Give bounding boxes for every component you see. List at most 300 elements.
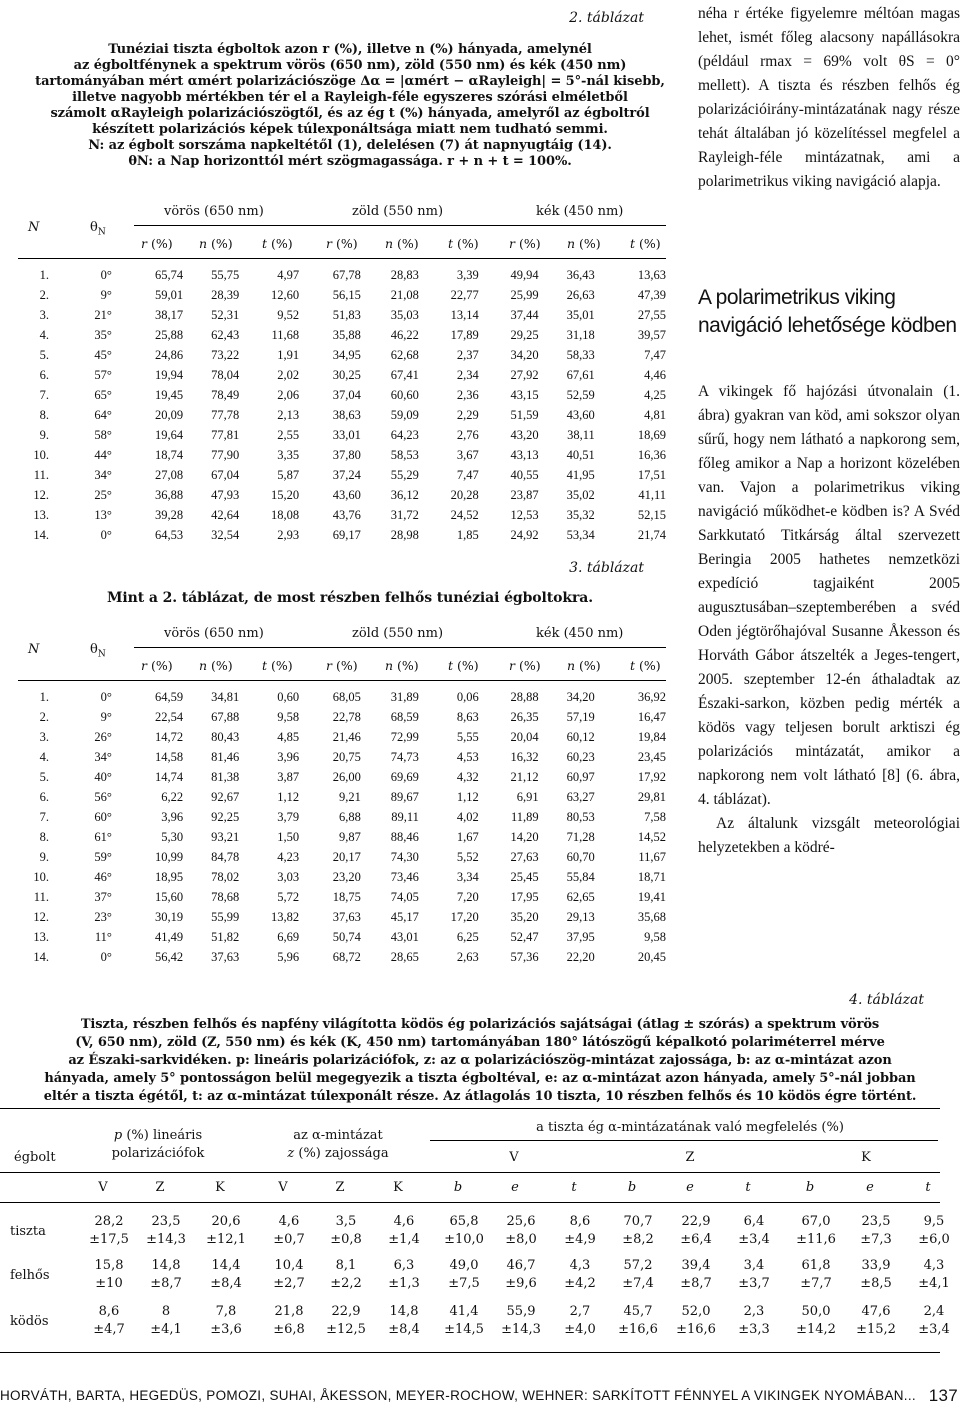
table4-mean: 39,4 bbox=[681, 1258, 711, 1273]
table-cell: 0° bbox=[100, 527, 112, 542]
table3-header-theta: $\theta_N$ bbox=[90, 642, 106, 660]
table-cell: 93,21 bbox=[211, 829, 240, 844]
table4-mean: 14,8 bbox=[389, 1304, 419, 1319]
table-cell: 45° bbox=[94, 347, 112, 362]
table-cell: 23,87 bbox=[510, 487, 539, 502]
table-cell: 69,17 bbox=[332, 527, 361, 542]
table4-header-p2: polarizációfok bbox=[111, 1146, 205, 1161]
table-cell: 14. bbox=[33, 949, 49, 964]
table-cell: 5,96 bbox=[277, 949, 300, 964]
table-cell: 1,67 bbox=[456, 829, 479, 844]
table-cell: 59,09 bbox=[390, 407, 419, 422]
table4-sd: ±4,9 bbox=[564, 1232, 596, 1247]
table4-mean: 50,0 bbox=[801, 1304, 831, 1319]
table-cell: 22,54 bbox=[155, 709, 184, 724]
table3-header-blue: kék (450 nm) bbox=[536, 626, 624, 641]
table2-header-red: vörös (650 nm) bbox=[164, 204, 264, 219]
table-cell: 7,47 bbox=[456, 467, 479, 482]
table-cell: 26° bbox=[94, 729, 112, 744]
table3-header-N: N bbox=[28, 642, 40, 657]
table-cell: 22,77 bbox=[450, 287, 479, 302]
table-cell: 35,32 bbox=[566, 507, 595, 522]
table-cell: 13,63 bbox=[637, 267, 666, 282]
table-cell: 34,20 bbox=[510, 347, 539, 362]
table-cell: 65° bbox=[94, 387, 112, 402]
table-cell: 37,63 bbox=[211, 949, 240, 964]
description-line: hányada, amely 5° pontosságon belül megegyezik a tiszta égboltéval, e: az α-mintázat azon hányada, amely 5°-nál jobban bbox=[44, 1071, 916, 1086]
table-cell: 78,04 bbox=[211, 367, 240, 382]
table-cell: 14,58 bbox=[155, 749, 184, 764]
table-cell: 35,68 bbox=[637, 909, 666, 924]
table-cell: 33,01 bbox=[332, 427, 361, 442]
table-cell: 20,28 bbox=[450, 487, 479, 502]
table-cell: 4. bbox=[39, 327, 49, 342]
paragraph-2: A vikingek fő hajózási útvonalain (1. ábra) gyakran van köd, ami sokszor olyan sűrű, hogy nem látható a napkorong sem, főleg amikor a Nap a horizont közelében van. Vajon a polarimetrikus viking navigáció működhet-e ködben is? A Svéd Sarkkutató Titkárság által szervezett Beringia 2005 hathetes nemzetközi expedíció tagjaiként 2005 augusztusában–szeptemberében a svéd Oden jégtörőhajóval Susanne Åkesson és Horváth Gábor átszelték a Jeges-tengert, 2005. szeptember 12-én áthaladtak az Északi-sarkon, közben pedig mérték a ködös vagy teljesen borult arktiszi ég polarizációs mintázatát, amikor a napkorong nem volt látható [8] (6. ábra, 4. táblázat). bbox=[698, 383, 960, 808]
table-row bbox=[18, 425, 666, 445]
table-cell: 60° bbox=[94, 809, 112, 824]
table4-sd: ±3,4 bbox=[918, 1322, 950, 1337]
table-cell: 35,02 bbox=[566, 487, 595, 502]
section-title: A polarimetrikus viking navigáció lehetősége ködben bbox=[698, 286, 957, 337]
table4-mean: 14,4 bbox=[211, 1258, 241, 1273]
table-cell: 7,58 bbox=[644, 809, 666, 824]
table-cell: 4,25 bbox=[644, 387, 666, 402]
table-cell: 35° bbox=[94, 327, 112, 342]
table-cell: 19,94 bbox=[155, 367, 184, 382]
table4-mean: 6,4 bbox=[743, 1214, 765, 1229]
table-cell: 58,33 bbox=[566, 347, 595, 362]
table4-sd: ±14,5 bbox=[444, 1322, 484, 1337]
table3-description: Mint a 2. táblázat, de most részben felhős tunéziai égboltokra. bbox=[107, 590, 593, 606]
table-cell: 34,95 bbox=[332, 347, 361, 362]
description-line: eltér a tiszta égétől, t: az α-mintázat túlexponált része. Az átlagolás 10 tiszta, 10 részben felhős és 10 ködös égre történt. bbox=[43, 1089, 917, 1104]
table4-sd: ±7,7 bbox=[800, 1276, 832, 1291]
table-cell: 28,88 bbox=[510, 689, 539, 704]
table-cell: 21,46 bbox=[332, 729, 361, 744]
table-cell: 9° bbox=[100, 287, 112, 302]
table-cell: 9,58 bbox=[277, 709, 300, 724]
table-cell: 27,63 bbox=[510, 849, 539, 864]
table-cell: 13,82 bbox=[271, 909, 300, 924]
table-cell: 64° bbox=[94, 407, 112, 422]
table4-sd: ±1,3 bbox=[388, 1276, 420, 1291]
table-cell: 34° bbox=[94, 467, 112, 482]
table4-mean: 55,9 bbox=[506, 1304, 536, 1319]
table-cell: 72,99 bbox=[390, 729, 419, 744]
table4-subheader-7: e bbox=[511, 1180, 519, 1195]
table-cell: 5,55 bbox=[456, 729, 479, 744]
table-cell: 15,60 bbox=[155, 889, 184, 904]
table-cell: 11. bbox=[33, 467, 49, 482]
subheader-2: t (%) bbox=[262, 236, 293, 251]
table-cell: 3,87 bbox=[277, 769, 300, 784]
table-cell: 73,46 bbox=[390, 869, 419, 884]
table4-sd: ±8,0 bbox=[505, 1232, 537, 1247]
table-cell: 34,20 bbox=[566, 689, 595, 704]
table-cell: 18,69 bbox=[637, 427, 666, 442]
table-cell: 36,92 bbox=[637, 689, 666, 704]
table-cell: 41,49 bbox=[155, 929, 184, 944]
table-cell: 4,81 bbox=[644, 407, 666, 422]
table-row bbox=[18, 485, 666, 505]
table-cell: 44° bbox=[94, 447, 112, 462]
table-cell: 23° bbox=[94, 909, 112, 924]
table-cell: 74,30 bbox=[390, 849, 419, 864]
table4-sd: ±6,8 bbox=[273, 1322, 305, 1337]
table-cell: 81,38 bbox=[211, 769, 240, 784]
table-cell: 29,13 bbox=[566, 909, 595, 924]
table-cell: 2,34 bbox=[456, 367, 479, 382]
table-cell: 5,87 bbox=[277, 467, 300, 482]
table4-mean: 2,3 bbox=[743, 1304, 765, 1319]
table4-subheader-4: Z bbox=[335, 1180, 345, 1195]
description-line: Tiszta, részben felhős és napfény világította ködös ég polarizációs sajátságai (átlag ± szórás) a spektrum vörös bbox=[80, 1017, 880, 1032]
table-cell: 55,75 bbox=[211, 267, 240, 282]
table2-header-green: zöld (550 nm) bbox=[352, 204, 444, 219]
table-cell: 60,23 bbox=[566, 749, 595, 764]
table-cell: 57,36 bbox=[510, 949, 539, 964]
table-cell: 2,37 bbox=[456, 347, 479, 362]
table4-subheader-13: e bbox=[866, 1180, 874, 1195]
table-cell: 2,02 bbox=[277, 367, 300, 382]
table-cell: 67,41 bbox=[390, 367, 419, 382]
table-cell: 18,74 bbox=[155, 447, 184, 462]
table-cell: 73,22 bbox=[211, 347, 240, 362]
description-line: Tunéziai tiszta égboltok azon r (%), illetve n (%) hányada, amelynél bbox=[108, 42, 592, 57]
table-cell: 59° bbox=[94, 849, 112, 864]
table-cell: 23,45 bbox=[637, 749, 666, 764]
table4-header-match: a tiszta ég α-mintázatának való megfelelés (%) bbox=[536, 1120, 844, 1135]
table-cell: 4,85 bbox=[277, 729, 300, 744]
table-cell: 0° bbox=[100, 267, 112, 282]
table-cell: 57,19 bbox=[566, 709, 595, 724]
table-cell: 27,08 bbox=[155, 467, 184, 482]
table-cell: 67,78 bbox=[332, 267, 361, 282]
table-cell: 14. bbox=[33, 527, 49, 542]
table-cell: 84,78 bbox=[211, 849, 240, 864]
table-cell: 36,12 bbox=[390, 487, 419, 502]
table4-sd: ±8,7 bbox=[150, 1276, 182, 1291]
table4-subheader-rule-top bbox=[0, 1172, 940, 1173]
table-cell: 31,18 bbox=[566, 327, 595, 342]
description-line: illetve nagyobb mértékben tér el a Rayleigh-féle egyszeres szórási elméletből bbox=[72, 90, 628, 105]
table-cell: 3,34 bbox=[456, 869, 479, 884]
description-line: tartományában mért αmért polarizációszöge Δα = |αmért − αRayleigh| = 5°-nál kisebb, bbox=[35, 74, 665, 89]
description-line: az égboltfénynek a spektrum vörös (650 nm), zöld (550 nm) és kék (450 nm) bbox=[73, 58, 627, 73]
table-cell: 17,51 bbox=[637, 467, 666, 482]
table-cell: 55,29 bbox=[390, 467, 419, 482]
table3-header-green: zöld (550 nm) bbox=[352, 626, 444, 641]
table-cell: 2,06 bbox=[277, 387, 300, 402]
table-cell: 67,04 bbox=[211, 467, 240, 482]
subheader-8: t (%) bbox=[630, 236, 661, 251]
table-row bbox=[18, 345, 666, 365]
table-cell: 8. bbox=[39, 829, 49, 844]
subheader-7: n (%) bbox=[567, 658, 601, 673]
table-cell: 11,68 bbox=[271, 327, 300, 342]
table-cell: 16,36 bbox=[637, 447, 666, 462]
table-cell: 3,67 bbox=[456, 447, 479, 462]
table-cell: 37° bbox=[94, 889, 112, 904]
table4-mean: 61,8 bbox=[801, 1258, 831, 1273]
table-cell: 77,81 bbox=[211, 427, 240, 442]
table-cell: 68,59 bbox=[390, 709, 419, 724]
table-cell: 63,27 bbox=[566, 789, 595, 804]
table-cell: 80,43 bbox=[211, 729, 240, 744]
table-row bbox=[18, 687, 666, 707]
table2-header-rule bbox=[134, 225, 666, 226]
table4-sd: ±3,3 bbox=[738, 1322, 770, 1337]
footer-authors: HORVÁTH, BARTA, HEGEDÜS, POMOZI, SUHAI, ÅKESSON, MEYER-ROCHOW, WEHNER: SARKÍTOTT FÉNNYEL A VIKINGEK NYOMÁBAN... bbox=[0, 1388, 916, 1403]
table-row bbox=[18, 365, 666, 385]
table-cell: 6,88 bbox=[339, 809, 361, 824]
table-cell: 2. bbox=[39, 287, 49, 302]
table-row bbox=[18, 807, 666, 827]
table4-mean: 33,9 bbox=[861, 1258, 891, 1273]
table-cell: 14,72 bbox=[155, 729, 184, 744]
table4-subheader-8: t bbox=[571, 1180, 577, 1195]
table4-sd: ±14,2 bbox=[796, 1322, 836, 1337]
table-cell: 20,04 bbox=[510, 729, 539, 744]
table-cell: 37,24 bbox=[332, 467, 361, 482]
table-row bbox=[18, 747, 666, 767]
table-cell: 9,58 bbox=[644, 929, 666, 944]
table-cell: 0° bbox=[100, 689, 112, 704]
table-cell: 21° bbox=[94, 307, 112, 322]
table-cell: 68,05 bbox=[332, 689, 361, 704]
subheader-5: t (%) bbox=[448, 236, 479, 251]
table-cell: 37,80 bbox=[332, 447, 361, 462]
table4-mean: 3,4 bbox=[743, 1258, 765, 1273]
table-cell: 38,11 bbox=[567, 427, 595, 442]
table4-header-Z: Z bbox=[685, 1150, 695, 1165]
table4-sd: ±4,1 bbox=[918, 1276, 950, 1291]
table4-mean: 22,9 bbox=[681, 1214, 711, 1229]
table4-sd: ±4,0 bbox=[564, 1322, 596, 1337]
table-row bbox=[18, 385, 666, 405]
table-cell: 89,11 bbox=[391, 809, 419, 824]
table4-subheader-12: b bbox=[805, 1180, 815, 1195]
subheader-3: r (%) bbox=[326, 236, 358, 251]
table-cell: 37,95 bbox=[566, 929, 595, 944]
table4-sd: ±12,5 bbox=[326, 1322, 366, 1337]
table-cell: 15,20 bbox=[271, 487, 300, 502]
table-cell: 18,71 bbox=[637, 869, 666, 884]
table-cell: 25,99 bbox=[510, 287, 539, 302]
table-cell: 11. bbox=[33, 889, 49, 904]
table-cell: 45,17 bbox=[390, 909, 419, 924]
table3-caption: 3. táblázat bbox=[569, 560, 644, 576]
table4-subheader-6: b bbox=[453, 1180, 463, 1195]
table4-mean: 45,7 bbox=[623, 1304, 653, 1319]
table4-sd: ±6,4 bbox=[680, 1232, 712, 1247]
table-cell: 6. bbox=[39, 789, 49, 804]
table-cell: 9,87 bbox=[339, 829, 361, 844]
subheader-6: r (%) bbox=[509, 236, 541, 251]
table-cell: 27,55 bbox=[637, 307, 666, 322]
table-cell: 51,82 bbox=[211, 929, 240, 944]
table-cell: 2. bbox=[39, 709, 49, 724]
table-cell: 4,46 bbox=[644, 367, 666, 382]
table2-body bbox=[18, 265, 666, 545]
table-cell: 1,85 bbox=[456, 527, 479, 542]
table-cell: 67,88 bbox=[211, 709, 240, 724]
table-cell: 9,21 bbox=[339, 789, 361, 804]
table-cell: 12,60 bbox=[271, 287, 300, 302]
table-cell: 36,43 bbox=[566, 267, 595, 282]
table4-mean: 23,5 bbox=[861, 1214, 891, 1229]
table-row bbox=[18, 265, 666, 285]
table-cell: 28,39 bbox=[211, 287, 240, 302]
subheader-7: n (%) bbox=[567, 236, 601, 251]
table4-mean: 4,6 bbox=[393, 1214, 415, 1229]
table-cell: 9° bbox=[100, 709, 112, 724]
table-cell: 22,78 bbox=[332, 709, 361, 724]
table4-sd: ±17,5 bbox=[89, 1232, 129, 1247]
table2-header-blue: kék (450 nm) bbox=[536, 204, 624, 219]
table-cell: 41,11 bbox=[638, 487, 666, 502]
table-cell: 26,35 bbox=[510, 709, 539, 724]
table4-mean: 28,2 bbox=[94, 1214, 124, 1229]
table-cell: 35,03 bbox=[390, 307, 419, 322]
table-cell: 32,54 bbox=[211, 527, 240, 542]
table-cell: 17,89 bbox=[450, 327, 479, 342]
table-cell: 1. bbox=[39, 689, 49, 704]
table4-mean: 20,6 bbox=[211, 1214, 241, 1229]
table2-caption: 2. táblázat bbox=[569, 10, 644, 26]
subheader-5: t (%) bbox=[448, 658, 479, 673]
table-cell: 5,52 bbox=[456, 849, 479, 864]
description-line: az Északi-sarkvidéken. p: lineáris polarizációfok, z: az α polarizációszög-mintázat zajossága, b: az α-mintázat azon bbox=[68, 1053, 892, 1068]
table-cell: 5. bbox=[39, 347, 49, 362]
table-cell: 3. bbox=[39, 729, 49, 744]
table-cell: 77,78 bbox=[211, 407, 240, 422]
table-cell: 64,59 bbox=[155, 689, 184, 704]
table-cell: 52,31 bbox=[211, 307, 240, 322]
table-cell: 11,67 bbox=[638, 849, 666, 864]
table-cell: 9,52 bbox=[277, 307, 300, 322]
table-cell: 65,74 bbox=[155, 267, 184, 282]
table-cell: 38,63 bbox=[332, 407, 361, 422]
table4-row-label: tiszta bbox=[10, 1224, 46, 1239]
table-cell: 58° bbox=[94, 427, 112, 442]
table-cell: 60,12 bbox=[566, 729, 595, 744]
subheader-3: r (%) bbox=[326, 658, 358, 673]
table-cell: 7,20 bbox=[456, 889, 479, 904]
table4-mean: 52,0 bbox=[681, 1304, 711, 1319]
table4-sd: ±16,6 bbox=[676, 1322, 716, 1337]
table-row bbox=[18, 707, 666, 727]
table-cell: 39,57 bbox=[637, 327, 666, 342]
table4-mean: 4,3 bbox=[923, 1258, 945, 1273]
table-cell: 52,59 bbox=[566, 387, 595, 402]
subheader-8: t (%) bbox=[630, 658, 661, 673]
table-cell: 21,12 bbox=[510, 769, 539, 784]
table-cell: 37,63 bbox=[332, 909, 361, 924]
paragraph-3: Az általunk vizsgált meteorológiai helyzetekben a ködré- bbox=[698, 815, 960, 856]
table4-bottom-rule bbox=[0, 1352, 940, 1353]
table-cell: 9. bbox=[39, 427, 49, 442]
table4-sd: ±8,5 bbox=[860, 1276, 892, 1291]
table4-mean: 67,0 bbox=[801, 1214, 831, 1229]
table-cell: 3,79 bbox=[277, 809, 300, 824]
table-cell: 12. bbox=[33, 487, 49, 502]
table-cell: 2,63 bbox=[456, 949, 479, 964]
table-cell: 71,28 bbox=[566, 829, 595, 844]
table-cell: 43,60 bbox=[566, 407, 595, 422]
table-cell: 14,52 bbox=[637, 829, 666, 844]
table4-sd: ±3,4 bbox=[738, 1232, 770, 1247]
table-cell: 26,63 bbox=[566, 287, 595, 302]
table-cell: 59,01 bbox=[155, 287, 184, 302]
table4-sd: ±15,2 bbox=[856, 1322, 896, 1337]
table4-mean: 57,2 bbox=[623, 1258, 653, 1273]
table4-subheader-11: t bbox=[745, 1180, 751, 1195]
table4-header-K: K bbox=[861, 1150, 871, 1165]
table-cell: 78,49 bbox=[211, 387, 240, 402]
table-cell: 13. bbox=[33, 507, 49, 522]
table-cell: 5. bbox=[39, 769, 49, 784]
table-cell: 77,90 bbox=[211, 447, 240, 462]
table-row bbox=[18, 787, 666, 807]
table4-subheader-5: K bbox=[393, 1180, 403, 1195]
table4-subheader-14: t bbox=[925, 1180, 931, 1195]
table-cell: 46° bbox=[94, 869, 112, 884]
right-column-text-1 bbox=[698, 2, 960, 194]
table-cell: 40° bbox=[94, 769, 112, 784]
table4-sd: ±4,1 bbox=[150, 1322, 182, 1337]
description-line: θN: a Nap horizonttól mért szögmagassága. r + n + t = 100%. bbox=[128, 154, 572, 169]
table-cell: 12. bbox=[33, 909, 49, 924]
table-cell: 1,91 bbox=[277, 347, 300, 362]
table4-mean: 8 bbox=[161, 1304, 171, 1319]
table-cell: 50,74 bbox=[332, 929, 361, 944]
table-cell: 20,17 bbox=[332, 849, 361, 864]
right-column-text-2 bbox=[698, 380, 960, 860]
table-cell: 0,06 bbox=[456, 689, 479, 704]
table-cell: 43,20 bbox=[510, 427, 539, 442]
table-cell: 7. bbox=[39, 387, 49, 402]
table4-subheader-2: K bbox=[215, 1180, 225, 1195]
table4-subheader-3: V bbox=[278, 1180, 288, 1195]
table-cell: 81,46 bbox=[211, 749, 240, 764]
subheader-0: r (%) bbox=[141, 658, 173, 673]
table-cell: 67,61 bbox=[566, 367, 595, 382]
table4-subheader-rule-bottom bbox=[0, 1202, 940, 1203]
table-row bbox=[18, 727, 666, 747]
table-cell: 34,81 bbox=[211, 689, 240, 704]
table4-mean: 10,4 bbox=[274, 1258, 304, 1273]
table-cell: 19,45 bbox=[155, 387, 184, 402]
table-row bbox=[18, 305, 666, 325]
table4-sd: ±6,0 bbox=[918, 1232, 950, 1247]
table-row bbox=[18, 445, 666, 465]
table4-mean: 46,7 bbox=[506, 1258, 536, 1273]
table-cell: 2,55 bbox=[277, 427, 300, 442]
table-cell: 18,75 bbox=[332, 889, 361, 904]
table-cell: 52,15 bbox=[637, 507, 666, 522]
table-cell: 6,25 bbox=[456, 929, 479, 944]
table-cell: 10. bbox=[33, 447, 49, 462]
table-cell: 25° bbox=[94, 487, 112, 502]
table4-sd: ±10,0 bbox=[444, 1232, 484, 1247]
table-cell: 1,50 bbox=[277, 829, 300, 844]
table-cell: 28,83 bbox=[390, 267, 419, 282]
table-cell: 92,67 bbox=[211, 789, 240, 804]
table-cell: 43,15 bbox=[510, 387, 539, 402]
table-cell: 56° bbox=[94, 789, 112, 804]
table-cell: 47,39 bbox=[637, 287, 666, 302]
